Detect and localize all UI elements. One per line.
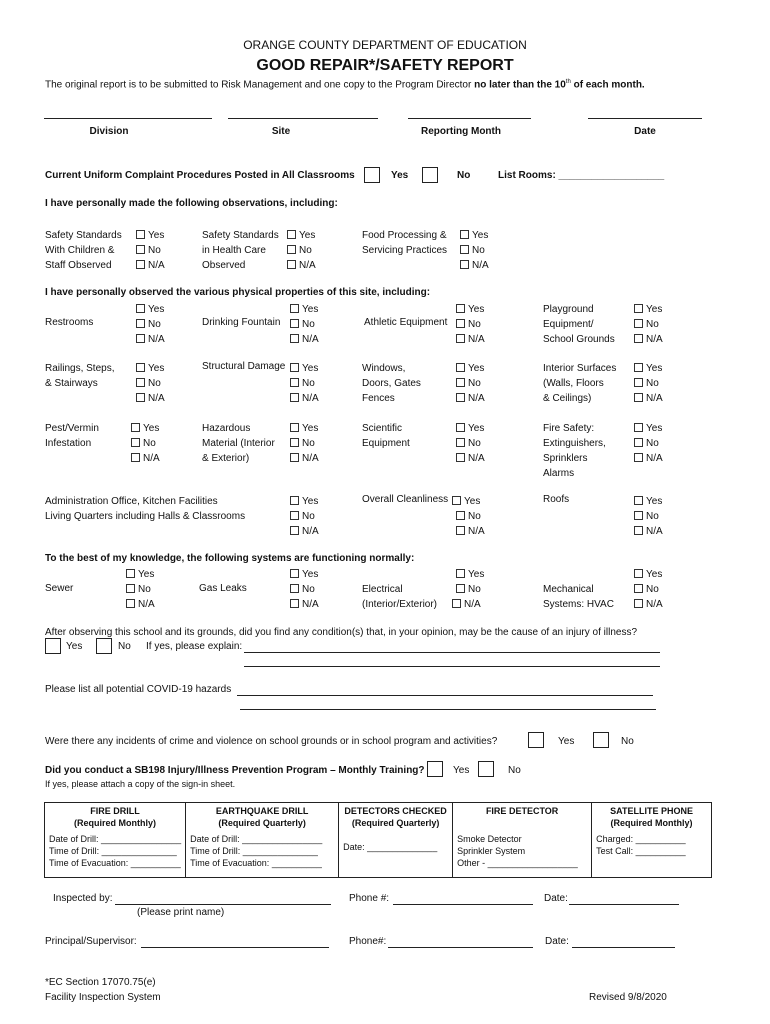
- covid-label: Please list all potential COVID-19 hazards: [45, 684, 232, 695]
- fire-drill-date[interactable]: Date of Drill: ________________: [49, 834, 182, 844]
- date-signoff-label: Date:: [544, 893, 568, 904]
- training-yes-label: Yes: [453, 765, 470, 776]
- checkbox-icon[interactable]: [634, 423, 643, 432]
- fire-safety-label: Fire Safety: Extinguishers, Sprinklers Alarms: [543, 423, 606, 479]
- fire-drill-time[interactable]: Time of Drill: _______________: [49, 846, 177, 856]
- training-question: Did you conduct a SB198 Injury/Illness Prevention Program – Monthly Training?: [45, 765, 425, 776]
- satellite-phone-cell: SATELLITE PHONE (Required Monthly) Charged: __________ Test Call: __________: [592, 803, 712, 878]
- scientific-options[interactable]: Yes No N/A: [456, 421, 485, 466]
- report-title: GOOD REPAIR*/SAFETY REPORT: [256, 57, 514, 74]
- checkbox-icon[interactable]: [136, 319, 145, 328]
- checkbox-icon[interactable]: [136, 260, 145, 269]
- checkbox-icon[interactable]: [456, 569, 465, 578]
- checkbox-icon[interactable]: [634, 496, 643, 505]
- gas-options[interactable]: Yes No N/A: [290, 567, 319, 612]
- safety-children-options[interactable]: Yes No N/A: [136, 228, 165, 273]
- date-label: Date: [634, 126, 656, 137]
- checkbox-icon[interactable]: [290, 363, 299, 372]
- checkbox-icon[interactable]: [456, 363, 465, 372]
- checkbox-icon[interactable]: [634, 334, 643, 343]
- list-rooms-field[interactable]: List Rooms: ___________________: [498, 170, 665, 181]
- checkbox-icon[interactable]: [456, 584, 465, 593]
- checkbox-icon[interactable]: [290, 393, 299, 402]
- earthquake-date[interactable]: Date of Drill: ________________: [190, 834, 323, 844]
- checkbox-icon[interactable]: [634, 304, 643, 313]
- mechanical-options[interactable]: Yes No N/A: [634, 567, 663, 612]
- checkbox-icon[interactable]: [290, 453, 299, 462]
- phone2-line[interactable]: [388, 947, 533, 948]
- inspected-line[interactable]: [115, 904, 331, 905]
- safety-health-options[interactable]: Yes No N/A: [287, 228, 316, 273]
- complaint-yes-checkbox[interactable]: [364, 167, 380, 183]
- other-detector[interactable]: Other - __________________: [457, 858, 578, 868]
- facility-system: Facility Inspection System: [45, 992, 161, 1003]
- site-line[interactable]: [228, 118, 378, 119]
- drinking-options[interactable]: Yes No N/A: [290, 302, 319, 347]
- checkbox-icon[interactable]: [290, 526, 299, 535]
- athletic-options[interactable]: Yes No N/A: [456, 302, 485, 347]
- covid-line-2[interactable]: [240, 709, 656, 710]
- checkbox-icon[interactable]: [452, 599, 461, 608]
- observations-heading: I have personally made the following observations, including:: [45, 198, 338, 209]
- checkbox-icon[interactable]: [634, 393, 643, 402]
- earthquake-evac[interactable]: Time of Evacuation: __________: [190, 858, 322, 868]
- phone-label: Phone #:: [349, 893, 390, 904]
- crime-question: Were there any incidents of crime and violence on school grounds or in school program and activities?: [45, 736, 498, 747]
- interior-label: Interior Surfaces (Walls, Floors & Ceilings): [543, 363, 617, 404]
- playground-label: Playground Equipment/ School Grounds: [543, 304, 615, 345]
- physical-heading: I have personally observed the various physical properties of this site, including:: [45, 287, 431, 298]
- satellite-test-call[interactable]: Test Call: __________: [596, 846, 686, 856]
- railings-options[interactable]: Yes No N/A: [136, 361, 165, 406]
- checkbox-icon[interactable]: [290, 599, 299, 608]
- checkbox-icon[interactable]: [456, 526, 465, 535]
- checkbox-icon[interactable]: [290, 319, 299, 328]
- structural-options[interactable]: Yes No N/A: [290, 361, 319, 406]
- checkbox-icon[interactable]: [290, 378, 299, 387]
- checkbox-icon[interactable]: [634, 363, 643, 372]
- checkbox-icon[interactable]: [460, 260, 469, 269]
- checkbox-icon[interactable]: [456, 378, 465, 387]
- date2-label: Date:: [545, 936, 569, 947]
- checkbox-icon[interactable]: [456, 511, 465, 520]
- restrooms-label: Restrooms: [45, 317, 94, 328]
- crime-no-checkbox[interactable]: [593, 732, 609, 748]
- checkbox-icon[interactable]: [136, 230, 145, 239]
- scientific-label: Scientific Equipment: [362, 423, 410, 449]
- revised-date: Revised 9/8/2020: [589, 992, 667, 1003]
- fire-detector-cell: FIRE DETECTOR Smoke Detector Sprinkler System Other - __________________: [453, 803, 592, 878]
- drinking-label: Drinking Fountain: [202, 317, 281, 328]
- checkbox-icon[interactable]: [634, 438, 643, 447]
- checkbox-icon[interactable]: [131, 438, 140, 447]
- checkbox-icon[interactable]: [456, 423, 465, 432]
- food-label: Food Processing & Servicing Practices: [362, 230, 448, 256]
- checkbox-icon[interactable]: [634, 526, 643, 535]
- complaint-no-checkbox[interactable]: [422, 167, 438, 183]
- gas-label: Gas Leaks: [199, 583, 247, 594]
- training-note: If yes, please attach a copy of the sign-in sheet.: [45, 779, 236, 789]
- complaint-label: Current Uniform Complaint Procedures Posted in All Classrooms: [45, 170, 355, 181]
- checkbox-icon[interactable]: [290, 304, 299, 313]
- training-no-label: No: [508, 765, 521, 776]
- cleanliness-options[interactable]: Yes No N/A: [452, 494, 485, 539]
- checkbox-icon[interactable]: [126, 584, 135, 593]
- checkbox-icon[interactable]: [460, 245, 469, 254]
- checkbox-icon[interactable]: [452, 496, 461, 505]
- earthquake-time[interactable]: Time of Drill: _______________: [190, 846, 318, 856]
- injury-yes-label: Yes: [66, 641, 83, 652]
- safety-health-label: Safety Standards in Health Care Observed: [202, 230, 279, 271]
- hazardous-options[interactable]: Yes No N/A: [290, 421, 319, 466]
- hazardous-label: Hazardous Material (Interior & Exterior): [202, 423, 275, 464]
- food-options[interactable]: Yes No N/A: [460, 228, 489, 273]
- date-signoff-line[interactable]: [569, 904, 679, 905]
- phone2-label: Phone#:: [349, 936, 387, 947]
- playground-options[interactable]: Yes No N/A: [634, 302, 663, 347]
- checkbox-icon[interactable]: [136, 304, 145, 313]
- checkbox-icon[interactable]: [290, 334, 299, 343]
- pest-label: Pest/Vermin Infestation: [45, 423, 99, 449]
- checkbox-icon[interactable]: [131, 453, 140, 462]
- checkbox-icon[interactable]: [456, 393, 465, 402]
- print-name-label: (Please print name): [137, 907, 225, 918]
- date2-line[interactable]: [572, 947, 675, 948]
- interior-options[interactable]: Yes No N/A: [634, 361, 663, 406]
- systems-heading: To the best of my knowledge, the following systems are functioning normally:: [45, 553, 415, 564]
- explain-line-1[interactable]: [244, 652, 660, 653]
- division-label: Division: [89, 126, 129, 137]
- training-no-checkbox[interactable]: [478, 761, 494, 777]
- checkbox-icon[interactable]: [456, 319, 465, 328]
- sprinkler-system[interactable]: Sprinkler System: [457, 846, 526, 856]
- checkbox-icon[interactable]: [634, 453, 643, 462]
- sewer-label: Sewer: [45, 583, 74, 594]
- injury-no-checkbox[interactable]: [96, 638, 112, 654]
- crime-no-label: No: [621, 736, 634, 747]
- phone-line[interactable]: [393, 904, 533, 905]
- drills-table: [44, 802, 712, 878]
- checkbox-icon[interactable]: [290, 584, 299, 593]
- fire-drill-evac[interactable]: Time of Evacuation: __________: [49, 858, 181, 868]
- division-line[interactable]: [44, 118, 212, 119]
- checkbox-icon[interactable]: [456, 438, 465, 447]
- checkbox-icon[interactable]: [290, 511, 299, 520]
- date-line[interactable]: [588, 118, 702, 119]
- pest-options[interactable]: Yes No N/A: [131, 421, 160, 466]
- checkbox-icon[interactable]: [136, 334, 145, 343]
- electrical-label: Electrical (Interior/Exterior): [362, 584, 438, 610]
- checkbox-icon[interactable]: [456, 304, 465, 313]
- fire-drill-cell: FIRE DRILL (Required Monthly) Date of Drill: ________________ Time of Drill: _______________ Time of Evacuation: __________: [45, 803, 186, 878]
- roofs-label: Roofs: [543, 494, 570, 505]
- safety-children-label: Safety Standards With Children & Staff Observed: [45, 230, 122, 271]
- checkbox-icon[interactable]: [634, 378, 643, 387]
- checkbox-icon[interactable]: [136, 363, 145, 372]
- checkbox-icon[interactable]: [290, 423, 299, 432]
- complaint-no-label: No: [457, 170, 471, 181]
- crime-yes-label: Yes: [558, 736, 575, 747]
- checkbox-icon[interactable]: [287, 245, 296, 254]
- injury-yes-checkbox[interactable]: [45, 638, 61, 654]
- checkbox-icon[interactable]: [634, 584, 643, 593]
- checkbox-icon[interactable]: [136, 378, 145, 387]
- earthquake-drill-cell: EARTHQUAKE DRILL (Required Quarterly) Date of Drill: ________________ Time of Drill: _______________ Time of Evacuation: __________: [186, 803, 339, 878]
- checkbox-icon[interactable]: [136, 393, 145, 402]
- windows-options[interactable]: Yes No N/A: [456, 361, 485, 406]
- checkbox-icon[interactable]: [131, 423, 140, 432]
- admin-label: Administration Office, Kitchen Facilities Living Quarters including Halls & Classrooms: [45, 496, 246, 522]
- injury-question: After observing this school and its grounds, did you find any condition(s) that, in your opinion, may be the cause of an injury of illness?: [45, 627, 638, 638]
- cleanliness-label: Overall Cleanliness: [362, 494, 449, 505]
- sewer-options[interactable]: Yes No N/A: [126, 567, 155, 612]
- mechanical-label: Mechanical Systems: HVAC: [543, 584, 614, 610]
- reporting-month-label: Reporting Month: [421, 126, 501, 137]
- smoke-detector[interactable]: Smoke Detector: [457, 834, 522, 844]
- checkbox-icon[interactable]: [634, 599, 643, 608]
- reporting-month-line[interactable]: [408, 118, 531, 119]
- checkbox-icon[interactable]: [290, 496, 299, 505]
- checkbox-icon[interactable]: [126, 599, 135, 608]
- injury-no-label: No: [118, 641, 131, 652]
- ec-section: *EC Section 17070.75(e): [45, 977, 156, 988]
- checkbox-icon[interactable]: [634, 569, 643, 578]
- structural-label: Structural Damage: [202, 361, 286, 372]
- explain-label: If yes, please explain:: [146, 641, 243, 652]
- checkbox-icon[interactable]: [126, 569, 135, 578]
- inspected-label: Inspected by:: [53, 893, 113, 904]
- explain-line-2[interactable]: [244, 666, 660, 667]
- electrical-options[interactable]: Yes No N/A: [452, 567, 484, 612]
- principal-label: Principal/Supervisor:: [45, 936, 137, 947]
- railings-label: Railings, Steps, & Stairways: [45, 363, 115, 389]
- department-name: ORANGE COUNTY DEPARTMENT OF EDUCATION: [243, 38, 527, 52]
- checkbox-icon[interactable]: [460, 230, 469, 239]
- roofs-options[interactable]: Yes No N/A: [634, 494, 663, 539]
- checkbox-icon[interactable]: [634, 319, 643, 328]
- satellite-charged[interactable]: Charged: __________: [596, 834, 686, 844]
- detectors-date[interactable]: Date: ______________: [343, 842, 438, 852]
- training-yes-checkbox[interactable]: [427, 761, 443, 777]
- checkbox-icon[interactable]: [136, 245, 145, 254]
- checkbox-icon[interactable]: [290, 569, 299, 578]
- checkbox-icon[interactable]: [456, 453, 465, 462]
- checkbox-icon[interactable]: [290, 438, 299, 447]
- principal-line[interactable]: [141, 947, 329, 948]
- detectors-cell: DETECTORS CHECKED (Required Quarterly) Date: ______________: [339, 803, 453, 878]
- restrooms-options[interactable]: Yes No N/A: [136, 302, 165, 347]
- crime-yes-checkbox[interactable]: [528, 732, 544, 748]
- checkbox-icon[interactable]: [456, 334, 465, 343]
- windows-label: Windows, Doors, Gates Fences: [362, 363, 421, 404]
- athletic-label: Athletic Equipment: [364, 317, 448, 328]
- complaint-yes-label: Yes: [391, 170, 409, 181]
- covid-line-1[interactable]: [237, 695, 653, 696]
- checkbox-icon[interactable]: [634, 511, 643, 520]
- checkbox-icon[interactable]: [287, 260, 296, 269]
- instructions: The original report is to be submitted to Risk Management and one copy to the Program Director no later than the 10th of each month.: [45, 79, 645, 91]
- admin-options[interactable]: Yes No N/A: [290, 494, 319, 539]
- checkbox-icon[interactable]: [287, 230, 296, 239]
- site-label: Site: [271, 126, 291, 137]
- fire-safety-options[interactable]: Yes No N/A: [634, 421, 663, 466]
